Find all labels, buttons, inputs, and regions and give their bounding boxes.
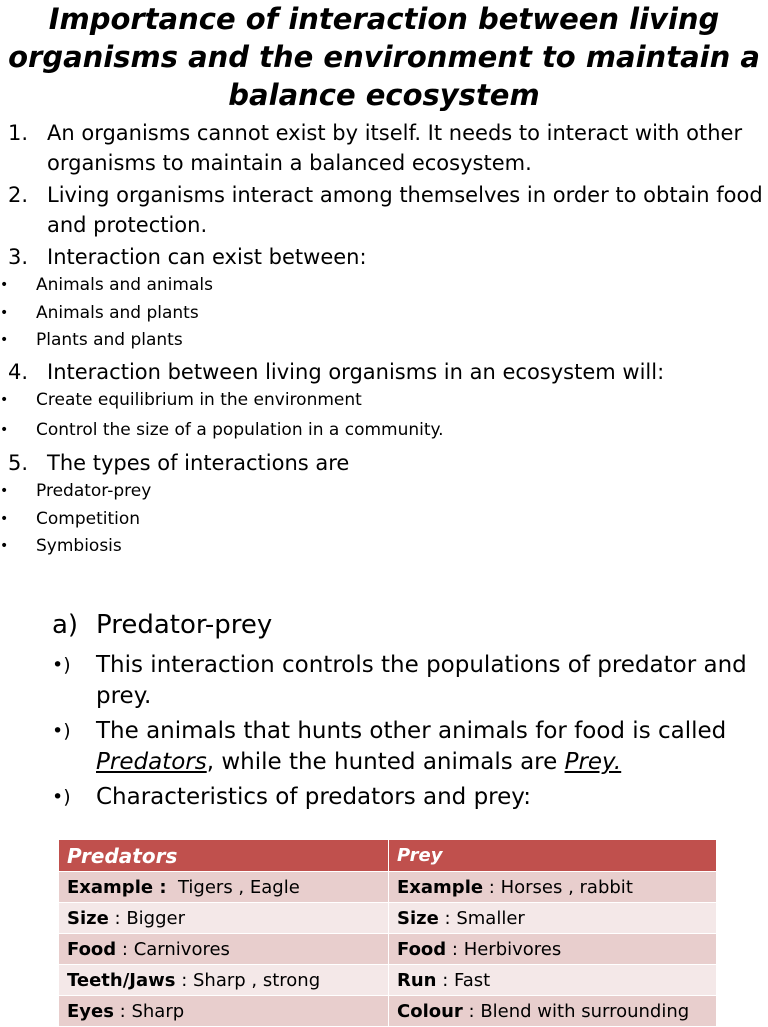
- table-cell: Colour : Blend with surrounding: [389, 996, 717, 1027]
- table-cell: Size : Bigger: [59, 903, 389, 934]
- point-3: [52, 782, 752, 813]
- sub-item: • Symbiosis: [0, 533, 768, 561]
- bullet-icon: •: [0, 277, 9, 293]
- sub-list-3: [0, 272, 768, 355]
- sub-item: • Create equilibrium in the environment: [0, 387, 768, 415]
- table-cell: Teeth/Jaws : Sharp , strong: [59, 965, 389, 996]
- title-line-1: Importance of interaction between living: [48, 2, 720, 36]
- table-cell: Run : Fast: [389, 965, 717, 996]
- table-row: [59, 872, 717, 903]
- point-2: •) The animals that hunts other animals for food is called Predators, while the hunted animals are Prey.: [52, 718, 727, 775]
- title-line-2: organisms and the environment to maintain a: [8, 40, 760, 74]
- table-header-row: [59, 840, 717, 872]
- table-cell: Food : Carnivores: [59, 934, 389, 965]
- table-row: [59, 903, 717, 934]
- bullet-icon: •: [0, 483, 9, 499]
- point-text: Characteristics of predators and prey:: [96, 784, 531, 810]
- item-number: 4.: [8, 359, 29, 384]
- sub-item: • Plants and plants: [0, 327, 768, 355]
- item-text: Interaction can exist between:: [47, 245, 367, 269]
- section-points: [52, 650, 752, 813]
- list-item-2: [0, 180, 768, 240]
- characteristics-table: [58, 839, 717, 1027]
- table-cell: Size : Smaller: [389, 903, 717, 934]
- list-item-4: [0, 357, 768, 387]
- prey-term: Prey.: [564, 749, 622, 775]
- bullet-marker: •): [52, 786, 71, 808]
- bullet-marker: •): [52, 720, 71, 742]
- section-label: a): [52, 610, 79, 640]
- title-line-3: balance ecosystem: [228, 78, 540, 112]
- item-text: The types of interactions are: [47, 451, 350, 475]
- table-cell: Eyes : Sharp: [59, 996, 389, 1027]
- table-row: [59, 996, 717, 1027]
- bullet-icon: •: [0, 391, 9, 408]
- section-heading: [52, 606, 752, 644]
- bullet-marker: •): [52, 654, 71, 676]
- item-number: 2.: [8, 183, 29, 207]
- point-text: This interaction controls the populations of predator and prey.: [96, 652, 747, 709]
- sub-item: • Competition: [0, 506, 768, 534]
- header-prey: Prey: [389, 840, 717, 872]
- list-item-1: [0, 118, 768, 178]
- sub-item: • Control the size of a population in a community.: [0, 414, 768, 446]
- predators-term: Predators: [96, 749, 207, 775]
- table-row: [59, 965, 717, 996]
- page-title: [0, 0, 768, 114]
- item-text: Living organisms interact among themselves in order to obtain food and protection.: [47, 183, 763, 237]
- table-cell: Example : Horses , rabbit: [389, 872, 717, 903]
- bullet-icon: •: [0, 304, 9, 321]
- bullet-icon: •: [0, 332, 9, 348]
- list-item-3: [0, 242, 768, 272]
- bullet-icon: •: [0, 422, 9, 438]
- table-row: [59, 934, 717, 965]
- header-predators: Predators: [59, 840, 389, 872]
- table-cell: Example : Tigers , Eagle: [59, 872, 389, 903]
- sub-item: • Predator-prey: [0, 478, 768, 506]
- section-title: Predator-prey: [96, 610, 273, 640]
- item-text: An organisms cannot exist by itself. It needs to interact with other organisms to maintain a balanced ecosystem.: [47, 121, 743, 175]
- sub-list-5: [0, 478, 768, 561]
- item-number: 3.: [8, 245, 29, 269]
- item-text: Interaction between living organisms in an ecosystem will:: [47, 359, 665, 384]
- sub-item: • Animals and plants: [0, 300, 768, 328]
- bullet-icon: •: [0, 510, 9, 527]
- item-number: 5.: [8, 451, 29, 475]
- sub-list-4: [0, 387, 768, 447]
- predator-prey-section: [52, 606, 752, 817]
- point-1: [52, 650, 752, 712]
- list-item-5: [0, 448, 768, 478]
- table-cell: Food : Herbivores: [389, 934, 717, 965]
- bullet-icon: •: [0, 538, 9, 554]
- sub-item: • Animals and animals: [0, 272, 768, 300]
- item-number: 1.: [8, 121, 29, 145]
- main-list: [0, 118, 768, 563]
